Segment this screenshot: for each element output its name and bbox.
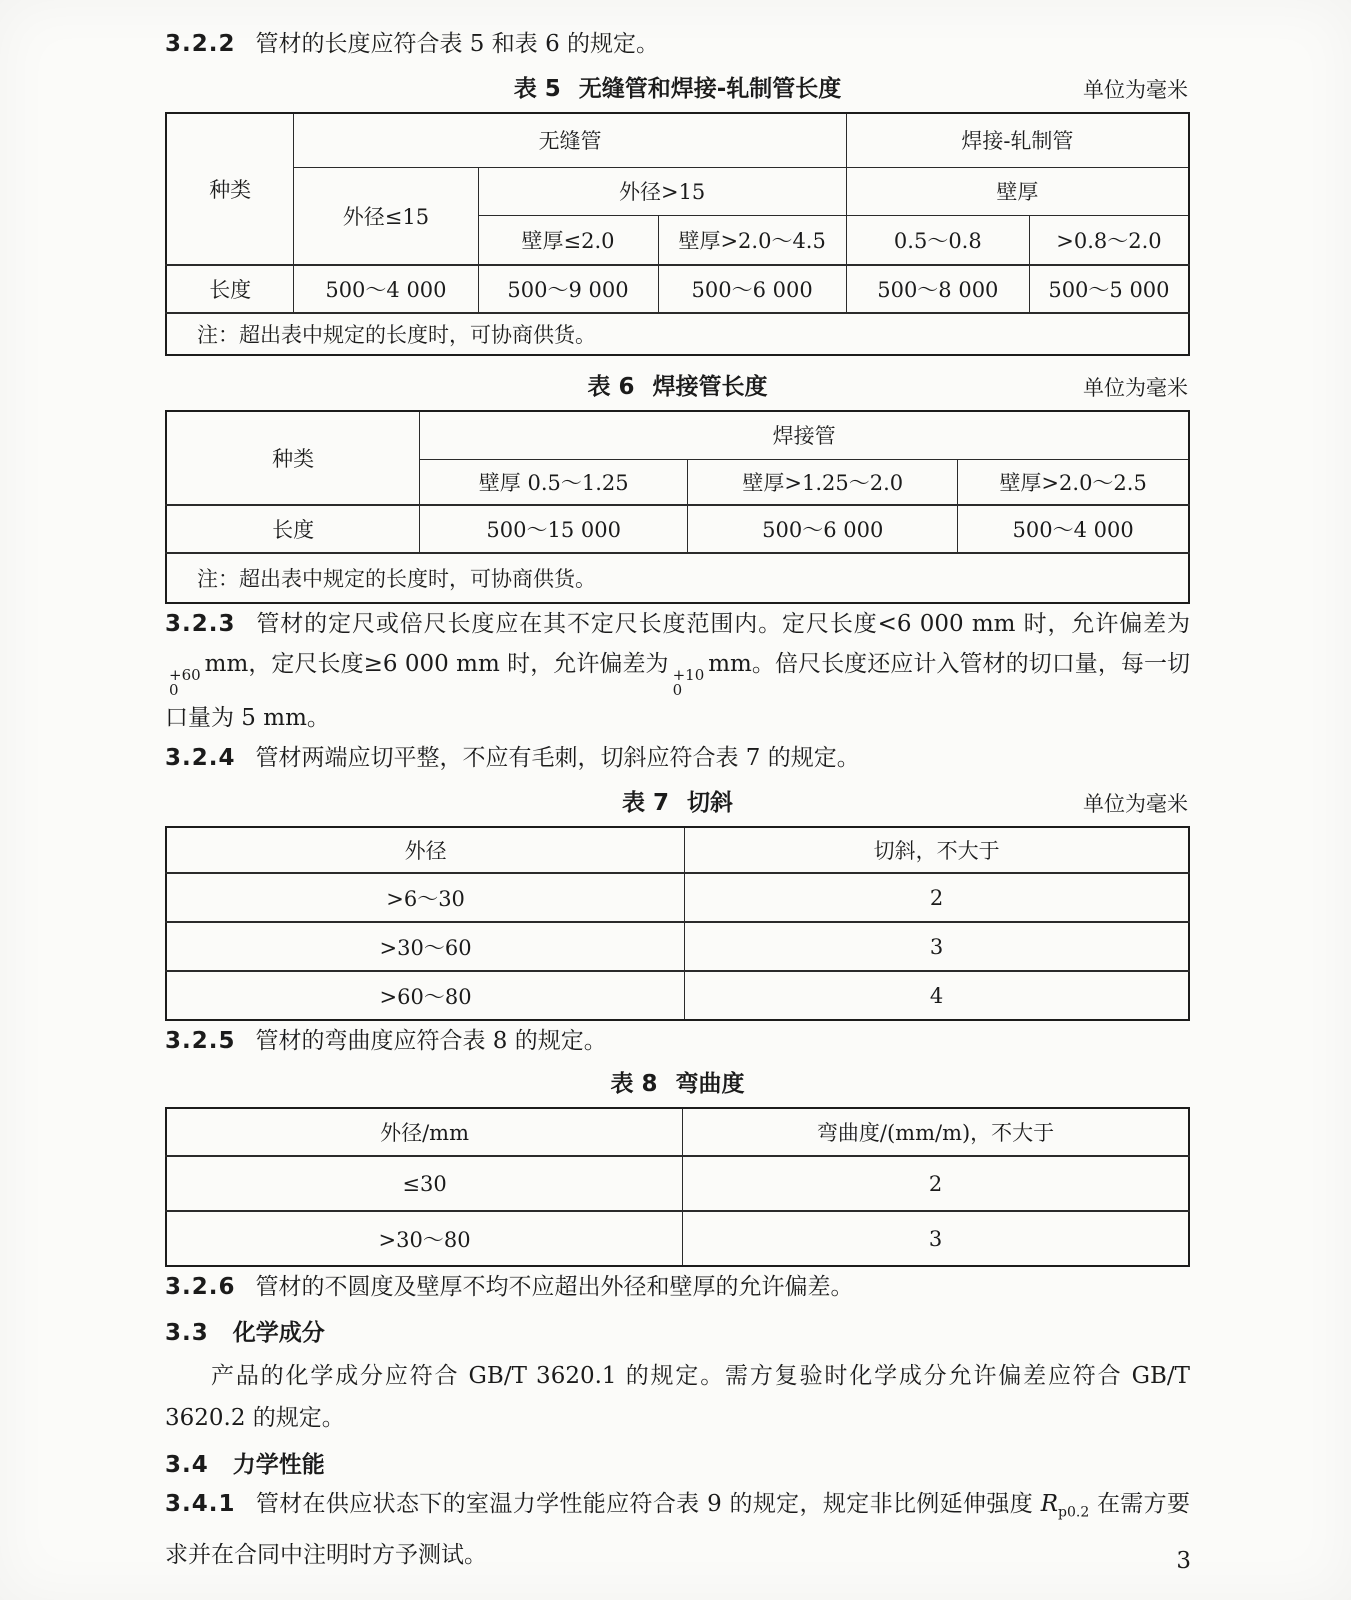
t7-header-od: 外径 xyxy=(166,827,685,873)
t5-header-od-gt15: 外径>15 xyxy=(478,167,846,215)
heading-3-3-title: 化学成分 xyxy=(232,1320,325,1346)
t6-row-label: 长度 xyxy=(166,505,420,553)
t5-value: 500～9 000 xyxy=(478,265,658,313)
clause-3-4-1-text-a: 管材在供应状态下的室温力学性能应符合表 9 的规定，规定非比例延伸强度 xyxy=(255,1491,1034,1517)
t8-row-2 xyxy=(166,1211,1189,1266)
clause-3-2-3-number: 3.2.3 xyxy=(165,611,236,637)
t6-header-wall3: 壁厚>2.0～2.5 xyxy=(958,459,1189,505)
table5-caption-title: 无缝管和焊接-轧制管长度 xyxy=(578,76,842,102)
t5-header-row-1 xyxy=(166,113,1189,167)
table-7 xyxy=(165,826,1190,1021)
t5-header-wall: 壁厚 xyxy=(846,167,1189,215)
table-5 xyxy=(165,112,1190,356)
tolerance-upper: +60 xyxy=(169,666,201,684)
t6-header-wall2: 壁厚>1.25～2.0 xyxy=(688,459,958,505)
t5-note-row xyxy=(166,313,1189,355)
table8-caption-row xyxy=(165,1069,1190,1099)
t7-od-range: >30～60 xyxy=(166,922,685,971)
t5-header-wall-gt0820: >0.8～2.0 xyxy=(1029,215,1189,265)
t6-value: 500～15 000 xyxy=(420,505,688,553)
table-6 xyxy=(165,410,1190,604)
t6-header-wall1: 壁厚 0.5～1.25 xyxy=(420,459,688,505)
t6-header-kind: 种类 xyxy=(166,411,420,505)
t7-od-range: >60～80 xyxy=(166,971,685,1020)
heading-3-4-number: 3.4 xyxy=(165,1452,209,1478)
t7-header-row xyxy=(166,827,1189,873)
t8-header-bend: 弯曲度/(mm/m)，不大于 xyxy=(683,1108,1189,1156)
t5-header-od-le15: 外径≤15 xyxy=(294,167,478,265)
heading-3-4 xyxy=(165,1447,1190,1483)
page-number: 3 xyxy=(1176,1548,1191,1574)
table8-caption-number: 表 8 xyxy=(610,1071,658,1097)
clause-3-2-4 xyxy=(165,738,1190,778)
t8-header-row xyxy=(166,1108,1189,1156)
table7-caption-number: 表 7 xyxy=(621,790,669,816)
t7-slant-value: 3 xyxy=(685,922,1189,971)
table5-caption xyxy=(514,76,842,102)
clause-3-2-4-number: 3.2.4 xyxy=(165,745,236,771)
table-8 xyxy=(165,1107,1190,1267)
t6-value: 500～4 000 xyxy=(958,505,1189,553)
page-content xyxy=(165,24,1190,1576)
table8-caption xyxy=(610,1071,744,1097)
t5-value: 500～6 000 xyxy=(658,265,846,313)
t7-row-3 xyxy=(166,971,1189,1020)
t5-data-row xyxy=(166,265,1189,313)
t7-slant-value: 4 xyxy=(685,971,1189,1020)
table6-caption-row xyxy=(165,372,1190,402)
symbol-rp02 xyxy=(1040,1491,1090,1521)
table6-caption-number: 表 6 xyxy=(587,374,635,400)
clause-3-2-4-text: 管材两端应切平整，不应有毛刺，切斜应符合表 7 的规定。 xyxy=(255,745,860,771)
clause-3-4-1-number: 3.4.1 xyxy=(165,1491,236,1517)
clause-3-2-6-text: 管材的不圆度及壁厚不均不应超出外径和壁厚的允许偏差。 xyxy=(255,1274,854,1300)
table6-unit-label: 单位为毫米 xyxy=(1083,376,1188,400)
tolerance-plus10-0 xyxy=(673,668,705,698)
symbol-rp02-subscript: p0.2 xyxy=(1058,1504,1090,1521)
table5-caption-number: 表 5 xyxy=(513,76,561,102)
t5-header-kind: 种类 xyxy=(166,113,294,265)
table7-caption xyxy=(622,790,733,816)
t6-data-row xyxy=(166,505,1189,553)
t5-header-wall-gt2045: 壁厚>2.0～4.5 xyxy=(658,215,846,265)
table6-caption xyxy=(587,374,767,400)
clause-3-2-3-text-b: mm，定尺长度≥6 000 mm 时，允许偏差为 xyxy=(204,651,669,677)
t5-header-seamless: 无缝管 xyxy=(294,113,846,167)
t6-value: 500～6 000 xyxy=(688,505,958,553)
t5-header-wall-le20: 壁厚≤2.0 xyxy=(478,215,658,265)
t8-bend-value: 2 xyxy=(683,1156,1189,1211)
t5-value: 500～4 000 xyxy=(294,265,478,313)
t7-slant-value: 2 xyxy=(685,873,1189,922)
t5-value: 500～8 000 xyxy=(846,265,1029,313)
t8-bend-value: 3 xyxy=(683,1211,1189,1266)
clause-3-2-2-text: 管材的长度应符合表 5 和表 6 的规定。 xyxy=(255,31,660,57)
table5-unit-label: 单位为毫米 xyxy=(1083,78,1188,102)
t7-row-2 xyxy=(166,922,1189,971)
paragraph-3-3-body: 产品的化学成分应符合 GB/T 3620.1 的规定。需方复验时化学成分允许偏差应符合 GB/T 3620.2 的规定。 xyxy=(165,1363,1190,1431)
clause-3-4-1-text-b: 在需方要求并在合同中注明时方予测试。 xyxy=(165,1491,1191,1568)
t7-header-slant: 切斜，不大于 xyxy=(685,827,1189,873)
symbol-rp02-letter: R xyxy=(1040,1491,1059,1517)
t6-header-row-1 xyxy=(166,411,1189,459)
t5-row-label: 长度 xyxy=(166,265,294,313)
clause-3-4-1 xyxy=(165,1483,1190,1576)
heading-3-3 xyxy=(165,1315,1190,1351)
t7-od-range: >6～30 xyxy=(166,873,685,922)
table7-unit-label: 单位为毫米 xyxy=(1083,792,1188,816)
t5-header-welded-rolled: 焊接-轧制管 xyxy=(846,113,1189,167)
t8-od-range: ≤30 xyxy=(166,1156,683,1211)
t8-row-1 xyxy=(166,1156,1189,1211)
t5-value: 500～5 000 xyxy=(1029,265,1189,313)
table7-caption-title: 切斜 xyxy=(687,790,733,816)
clause-3-2-2-number: 3.2.2 xyxy=(165,31,236,57)
table7-caption-row xyxy=(165,788,1190,818)
clause-3-2-6 xyxy=(165,1267,1190,1307)
t8-header-od: 外径/mm xyxy=(166,1108,683,1156)
clause-3-2-3-text-a: 管材的定尺或倍尺长度应在其不定尺长度范围内。定尺长度<6 000 mm 时，允许偏差为 xyxy=(255,611,1190,637)
t6-note-row xyxy=(166,553,1189,603)
clause-3-2-5-text: 管材的弯曲度应符合表 8 的规定。 xyxy=(255,1028,607,1054)
clause-3-2-5-number: 3.2.5 xyxy=(165,1028,236,1054)
tolerance-lower: 0 xyxy=(672,681,683,699)
table6-caption-title: 焊接管长度 xyxy=(652,374,768,400)
table5-caption-row xyxy=(165,74,1190,104)
clause-3-2-3 xyxy=(165,604,1190,738)
clause-3-2-6-number: 3.2.6 xyxy=(165,1274,236,1300)
t8-od-range: >30～80 xyxy=(166,1211,683,1266)
heading-3-4-title: 力学性能 xyxy=(232,1452,325,1478)
t5-header-wall-0508: 0.5～0.8 xyxy=(846,215,1029,265)
t6-note: 注：超出表中规定的长度时，可协商供货。 xyxy=(166,553,1189,603)
tolerance-upper: +10 xyxy=(672,666,705,684)
tolerance-lower: 0 xyxy=(169,681,179,699)
table8-caption-title: 弯曲度 xyxy=(675,1071,745,1097)
t7-row-1 xyxy=(166,873,1189,922)
heading-3-3-number: 3.3 xyxy=(165,1320,209,1346)
clause-3-2-3-text-c: mm。倍尺长度还应计入管材的切口量，每一切口量为 5 mm。 xyxy=(165,651,1190,731)
t6-header-welded: 焊接管 xyxy=(420,411,1189,459)
tolerance-plus60-0 xyxy=(169,668,201,698)
t5-header-row-2 xyxy=(166,167,1189,215)
t5-note: 注：超出表中规定的长度时，可协商供货。 xyxy=(166,313,1189,355)
clause-3-2-5 xyxy=(165,1021,1190,1061)
clause-3-2-2 xyxy=(165,24,1190,64)
